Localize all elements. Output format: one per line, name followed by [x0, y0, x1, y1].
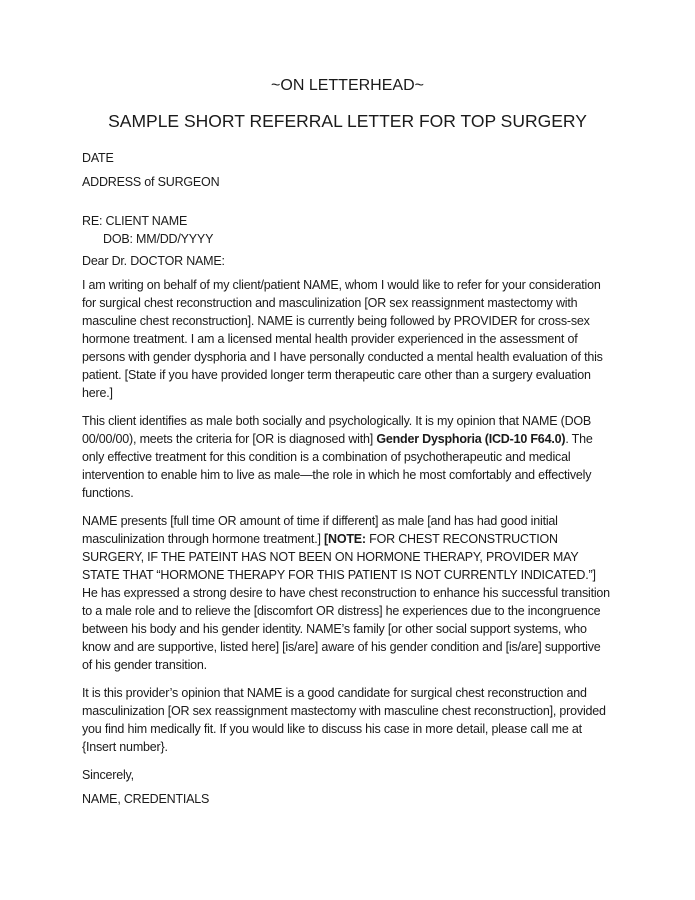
body-paragraph-3	[82, 512, 613, 674]
text-run: NAME presents [full time OR amount of time if different] as male [and has had good initial masculinization through hormone treatment.]	[82, 514, 558, 546]
text-run: Gender Dysphoria (ICD-10 F64.0)	[376, 432, 566, 446]
text-run: This client identifies as male both socially and psychologically. It is my opinion that NAME (DOB 00/00/00), meets the criteria for [OR is diagnosed with]	[82, 414, 592, 446]
body-paragraph-4	[82, 684, 613, 756]
text-run: [NOTE:	[324, 532, 366, 546]
text-run: I am writing on behalf of my client/patient NAME, whom I would like to refer for your consideration for surgical chest reconstruction and masculinization [OR sex reassignment mastectomy with masculine chest reconstruction]. NAME is currently being followed by PROVIDER for cross-sex hormone treatment. I am a licensed mental health provider experienced in the assessment of persons with gender dysphoria and I have personally conducted a mental health evaluation of this patient. [State if you have provided longer term therapeutic care other than a surgery evaluation here.]	[82, 278, 603, 400]
body-paragraph-1	[82, 276, 613, 402]
text-run: It is this provider’s opinion that NAME is a good candidate for surgical chest reconstruction and masculinization [OR sex reassignment mastectomy with masculine chest reconstruction], provided you find him medically fit. If you would like to discuss his case in more detail, please call me at {Insert number}.	[82, 686, 606, 754]
surgeon-address-line: ADDRESS of SURGEON	[82, 175, 220, 189]
body-paragraph-2	[82, 412, 613, 502]
text-run: FOR CHEST RECONSTRUCTION SURGERY, IF THE PATEINT HAS NOT BEEN ON HORMONE THERAPY, PROVIDER MAY STATE THAT “HORMONE THERAPY FOR THIS PATIENT IS NOT CURRENTLY INDICATED.”] He has expressed a strong desire to have chest reconstruction to enhance his successful transition to a male role and to relieve the [discomfort OR distress] he experiences due to the incongruence between his body and his gender identity. NAME’s family [or other social support systems, who know and are supportive, listed here] [is/are] aware of his gender condition and [is/are] supportive of his gender transition.	[82, 532, 610, 672]
closing-line: Sincerely,	[82, 768, 134, 782]
re-client-line: RE: CLIENT NAME	[82, 214, 188, 228]
letterhead-note: ~ON LETTERHEAD~	[271, 77, 424, 94]
salutation-line: Dear Dr. DOCTOR NAME:	[82, 254, 225, 268]
text-run: . The only effective treatment for this condition is a combination of psychotherapeutic and medical intervention to enable him to live as male—the role in which he most comfortably and effectively functions.	[82, 432, 593, 500]
document-title: SAMPLE SHORT REFERRAL LETTER FOR TOP SURGERY	[108, 111, 587, 131]
dob-line: DOB: MM/DD/YYYY	[103, 232, 214, 246]
signature-line: NAME, CREDENTIALS	[82, 792, 210, 806]
date-line: DATE	[82, 151, 114, 165]
